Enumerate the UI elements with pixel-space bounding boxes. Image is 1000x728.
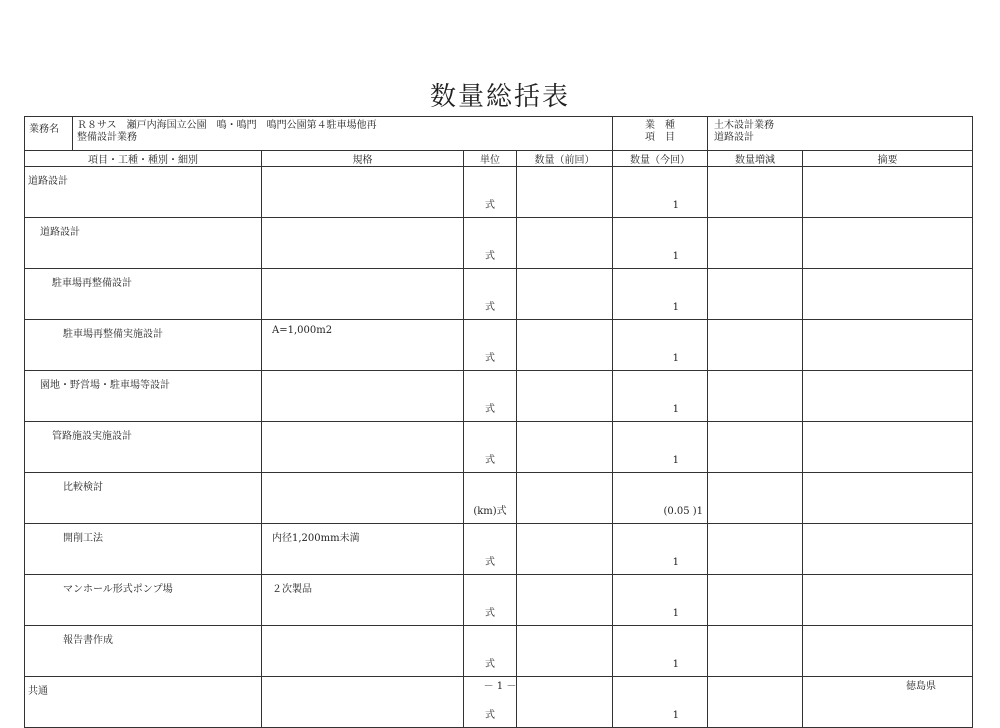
column-header-unit: 単位: [464, 151, 517, 167]
row-qty: 1: [613, 422, 708, 473]
page-title: 数量総括表: [429, 82, 570, 112]
row-item: 道路設計: [25, 167, 262, 218]
row-diff: [708, 524, 803, 575]
row-item: 園地・野営場・駐車場等設計: [25, 371, 262, 422]
row-item: 駐車場再整備実施設計: [25, 320, 262, 371]
row-unit: 式: [464, 422, 517, 473]
row-unit: 式: [464, 320, 517, 371]
row-note: [803, 167, 973, 218]
row-unit: 式: [464, 218, 517, 269]
row-prev-qty: [517, 422, 613, 473]
row-prev-qty: [517, 320, 613, 371]
row-prev-qty: [517, 575, 613, 626]
row-qty: 1: [613, 218, 708, 269]
row-item: 駐車場再整備設計: [25, 269, 262, 320]
row-qty: 1: [613, 626, 708, 677]
row-diff: [708, 218, 803, 269]
row-prev-qty: [517, 473, 613, 524]
row-prev-qty: [517, 626, 613, 677]
row-qty: 1: [613, 524, 708, 575]
project-name-line1: Ｒ８サス 瀬戸内海国立公園 鳴・鳴門 鳴門公園第４駐車場他再: [77, 120, 377, 131]
table-row: [25, 473, 973, 524]
row-unit: 式: [464, 626, 517, 677]
row-prev-qty: [517, 269, 613, 320]
row-diff: [708, 371, 803, 422]
row-qty: 1: [613, 575, 708, 626]
row-diff: [708, 473, 803, 524]
table-row: [25, 320, 973, 371]
column-header-diff: 数量増減: [708, 151, 803, 167]
row-spec: [262, 218, 464, 269]
row-note: [803, 473, 973, 524]
row-spec: 内径1,200mm未満: [262, 524, 464, 575]
row-spec: [262, 269, 464, 320]
row-unit: 式: [464, 269, 517, 320]
row-item: 管路施設実施設計: [25, 422, 262, 473]
column-header-spec: 規格: [262, 151, 464, 167]
row-qty: 1: [613, 371, 708, 422]
row-spec: [262, 422, 464, 473]
column-header-item: 項目・工種・種別・細別: [25, 151, 262, 167]
row-spec: [262, 371, 464, 422]
row-prev-qty: [517, 167, 613, 218]
kind-label-2: 項 目: [645, 132, 676, 143]
kind-label-1: 業 種: [645, 120, 676, 131]
row-note: [803, 575, 973, 626]
row-note: [803, 422, 973, 473]
row-diff: [708, 575, 803, 626]
kind-labels: [613, 117, 708, 151]
row-unit: 式: [464, 575, 517, 626]
row-spec: A=1,000m2: [262, 320, 464, 371]
row-spec: [262, 473, 464, 524]
row-item: 道路設計: [25, 218, 262, 269]
organization-name: 徳島県: [906, 681, 936, 692]
kind-value-2: 道路設計: [714, 132, 755, 143]
table-row: [25, 422, 973, 473]
row-diff: [708, 626, 803, 677]
column-header-prev-qty: 数量（前回）: [517, 151, 613, 167]
row-spec: [262, 626, 464, 677]
table-row: [25, 218, 973, 269]
row-item: マンホール形式ポンプ場: [25, 575, 262, 626]
row-qty: (0.05 )1: [613, 473, 708, 524]
row-unit: 式: [464, 524, 517, 575]
row-unit: (km)式: [464, 473, 517, 524]
header-info-row: [25, 117, 973, 151]
kind-value-1: 土木設計業務: [714, 120, 775, 131]
table-row: [25, 371, 973, 422]
page-number: － 1 －: [483, 681, 517, 692]
row-note: [803, 218, 973, 269]
row-item: 開削工法: [25, 524, 262, 575]
table-row: [25, 524, 973, 575]
row-spec: ２次製品: [262, 575, 464, 626]
row-unit: 式: [464, 677, 517, 728]
row-diff: [708, 167, 803, 218]
project-name-line2: 整備設計業務: [77, 132, 137, 143]
row-qty: 1: [613, 677, 708, 728]
quantity-summary-table: [24, 116, 973, 728]
column-header-qty: 数量（今回）: [613, 151, 708, 167]
row-unit: 式: [464, 167, 517, 218]
row-prev-qty: [517, 524, 613, 575]
row-note: [803, 371, 973, 422]
row-item: 報告書作成: [25, 626, 262, 677]
column-header-note: 摘要: [803, 151, 973, 167]
row-note: [803, 269, 973, 320]
table-row: [25, 167, 973, 218]
table-row: [25, 626, 973, 677]
kind-values: [708, 117, 973, 151]
row-note: [803, 320, 973, 371]
project-name: [73, 117, 613, 151]
row-diff: [708, 269, 803, 320]
row-note: [803, 524, 973, 575]
table-row: [25, 575, 973, 626]
row-qty: 1: [613, 167, 708, 218]
column-header-row: [25, 151, 973, 167]
row-unit: 式: [464, 371, 517, 422]
row-qty: 1: [613, 320, 708, 371]
row-item: 比較検討: [25, 473, 262, 524]
row-note: [803, 626, 973, 677]
row-spec: [262, 167, 464, 218]
row-item: 共通: [25, 677, 262, 728]
row-diff: [708, 320, 803, 371]
row-diff: [708, 422, 803, 473]
row-prev-qty: [517, 371, 613, 422]
project-label: 業務名: [25, 117, 73, 151]
table-row: [25, 269, 973, 320]
row-qty: 1: [613, 269, 708, 320]
row-prev-qty: [517, 218, 613, 269]
